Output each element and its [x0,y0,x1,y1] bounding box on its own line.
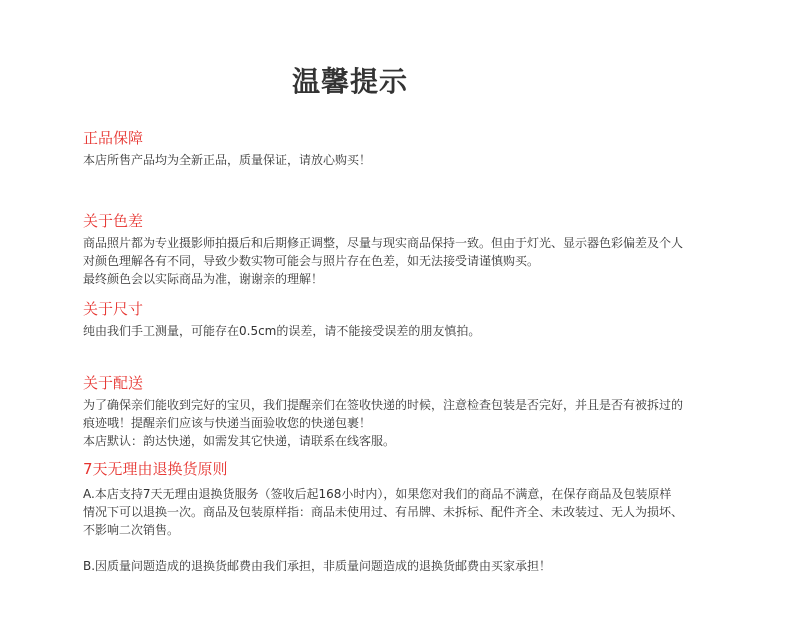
section-heading: 7天无理由退换货原则 [83,460,228,478]
section-heading: 关于尺寸 [83,300,144,318]
section-size [83,299,723,340]
section-text-line: 情况下可以退换一次。商品及包装原样指：商品未使用过、有吊牌、未拆标、配件齐全、未改装过、无人为损坏、 [83,505,684,519]
section-delivery [83,373,723,450]
section-text-line: A.本店支持7天无理由退换货服务（签收后起168小时内），如果您对我们的商品不满意，在保存商品及包装原样 [83,487,672,501]
section-text-line: 最终颜色会以实际商品为准，谢谢亲的理解！ [83,272,324,286]
section-heading: 关于色差 [83,212,144,230]
section-text-line: 纯由我们手工测量，可能存在0.5cm的误差，请不能接受误差的朋友慎拍。 [83,324,481,338]
section-text-line: 本店所售产品均为全新正品，质量保证，请放心购买！ [83,153,372,167]
page-title: 温馨提示 [291,64,408,98]
section-text-line: 商品照片都为专业摄影师拍摄后和后期修正调整，尽量与现实商品保持一致。但由于灯光、显示器色彩偏差及个人 [83,236,684,250]
section-text-line: 为了确保亲们能收到完好的宝贝，我们提醒亲们在签收快递的时候，注意检查包装是否完好，并且是否有被拆过的 [83,398,684,412]
section-text-line: 痕迹哦！提醒亲们应该与快递当面验收您的快递包裹！ [83,416,372,430]
section-text-line: 本店默认：韵达快递，如需发其它快递，请联系在线客服。 [83,434,396,448]
section-return-policy [83,459,723,575]
section-text-line: B.因质量问题造成的退换货邮费由我们承担，非质量问题造成的退换货邮费由买家承担！ [83,559,552,573]
section-heading: 关于配送 [83,374,144,392]
section-authentic-guarantee [83,128,723,169]
section-text-line: 不影响二次销售。 [83,523,180,537]
section-text-line: 对颜色理解各有不同，导致少数实物可能会与照片存在色差，如无法接受请谨慎购买。 [83,254,540,268]
paragraph-gap [83,539,723,557]
section-heading: 正品保障 [83,129,144,147]
section-color-difference [83,211,723,288]
